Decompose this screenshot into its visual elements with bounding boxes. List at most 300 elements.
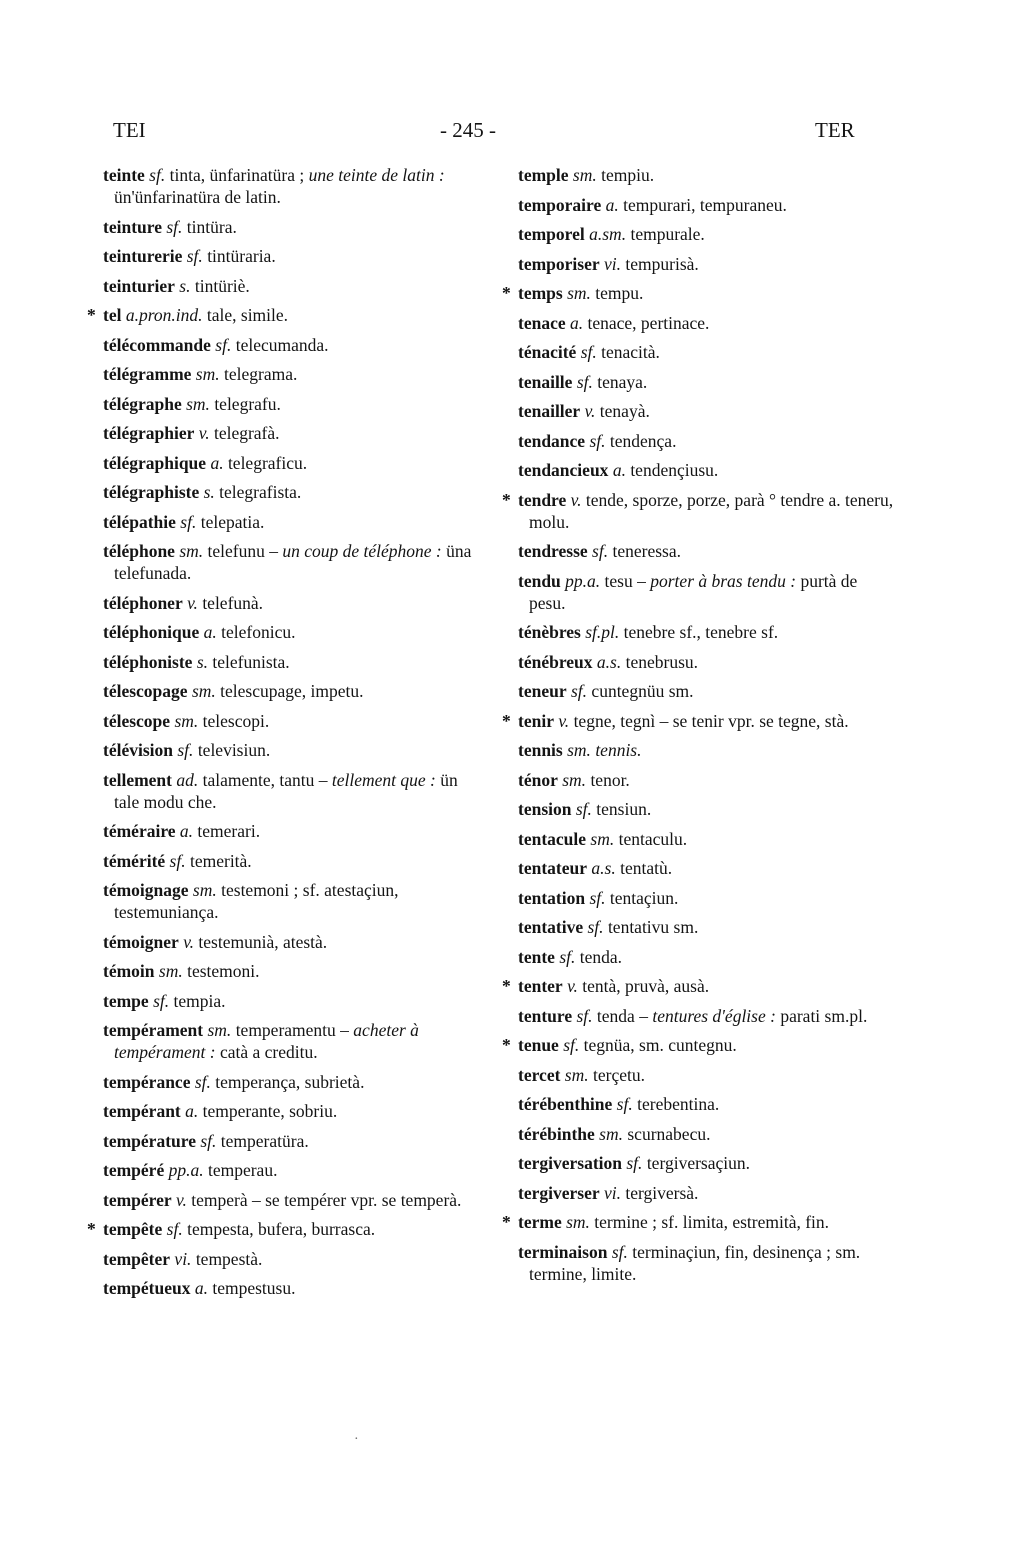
dictionary-entry: [103, 334, 483, 356]
entry-headword: tente: [518, 946, 555, 967]
entry-grammar: sf.: [570, 681, 588, 701]
entry-headword: tendre: [518, 489, 567, 510]
entry-headword: tenter: [518, 976, 563, 996]
entry-headword: tenue: [518, 1035, 559, 1055]
dictionary-entry: [103, 710, 483, 732]
entry-grammar: sm.: [195, 364, 220, 384]
entry-grammar: sf.: [589, 430, 606, 451]
entry-example: un coup de téléphone :: [282, 541, 442, 561]
entry-headword: tennis: [518, 740, 563, 760]
entry-headword: térébinthe: [518, 1123, 595, 1144]
entry-translation: telepatia.: [200, 511, 265, 532]
entry-translation: tenor.: [590, 769, 630, 790]
entry-translation: tenda –: [596, 1005, 648, 1026]
dictionary-entry: [518, 1064, 898, 1086]
dictionary-entry: [103, 621, 483, 643]
dictionary-entry: [518, 1005, 898, 1027]
dictionary-entry: [103, 363, 483, 385]
entry-headword: télescopage: [103, 681, 188, 701]
entry-grammar: a.s.: [596, 651, 622, 672]
entry-headword: tenailler: [518, 401, 581, 421]
entry-translation: temperança, subrietà.: [215, 1071, 365, 1092]
entry-grammar: sm.: [564, 1064, 589, 1085]
entry-headword: tendresse: [518, 541, 588, 561]
entry-translation: tentatù.: [620, 858, 673, 878]
entry-headword: tempêter: [103, 1248, 171, 1269]
dictionary-entry: [502, 489, 898, 533]
entry-translation: tensiun.: [596, 799, 652, 819]
entry-translation: temerità.: [189, 850, 252, 871]
entry-grammar: sf.: [194, 1071, 211, 1092]
entry-grammar: sf.: [180, 511, 197, 532]
entry-grammar: ad.: [176, 769, 199, 790]
entry-translation: terebentina.: [637, 1094, 720, 1114]
dictionary-entry: [518, 540, 898, 562]
entry-example-translation: purtà de pesu.: [529, 570, 858, 613]
entry-example: porter à bras tendu :: [650, 570, 797, 591]
entry-grammar: v.: [584, 401, 596, 421]
entry-grammar: a.: [210, 452, 224, 473]
entry-translation: televisiun.: [197, 740, 271, 760]
entry-translation: telegrafista.: [219, 482, 302, 502]
dictionary-entry: [87, 304, 483, 326]
dictionary-entry: [518, 769, 898, 791]
entry-headword: tendance: [518, 430, 586, 451]
entry-translation: tergiversà.: [625, 1182, 699, 1203]
entry-headword: teinte: [103, 165, 145, 185]
entry-grammar: sm.: [179, 541, 204, 561]
entry-headword: térébenthine: [518, 1094, 613, 1114]
entry-grammar: sf.: [576, 1005, 593, 1026]
entry-headword: temple: [518, 165, 569, 185]
dictionary-entry: [103, 1100, 483, 1122]
entry-grammar: a.: [203, 622, 217, 642]
entry-example: acheter à tempérament :: [114, 1020, 419, 1062]
entry-grammar: sf.pl.: [585, 622, 620, 642]
entry-headword: témoin: [103, 961, 155, 981]
entry-grammar: s.: [179, 275, 191, 296]
entry-headword: tentacule: [518, 828, 587, 849]
entry-grammar: sf.: [215, 334, 232, 355]
entry-grammar: vi.: [603, 1182, 621, 1203]
entry-headword: tenture: [518, 1005, 573, 1026]
dictionary-entry: [103, 820, 483, 842]
entry-translation: tempestusu.: [212, 1278, 296, 1298]
entry-translation: tenaya.: [597, 371, 648, 392]
entry-translation: tenace, pertinace.: [587, 312, 710, 333]
dictionary-entry: [518, 312, 898, 334]
entry-star: *: [87, 1219, 96, 1239]
entry-headword: tendancieux: [518, 460, 609, 480]
entry-grammar: vi.: [174, 1248, 192, 1269]
entry-grammar: a.pron.ind.: [125, 305, 203, 325]
entry-translation: temperà – se tempérer vpr. se temperà.: [191, 1189, 462, 1210]
entry-grammar: a.: [194, 1278, 208, 1298]
entry-translation: temperau.: [207, 1160, 278, 1180]
entry-grammar: sf.: [177, 740, 194, 760]
entry-grammar: v.: [570, 489, 582, 510]
entry-translation: tale, simile.: [206, 305, 289, 325]
entry-translation: tempestà.: [195, 1248, 263, 1269]
entry-example-translation: parati sm.pl.: [780, 1005, 868, 1026]
entry-example-translation: ün'ünfarinatüra de latin.: [114, 187, 281, 207]
entry-grammar: sf.: [166, 216, 183, 237]
entry-translation: teneressa.: [612, 541, 681, 561]
entry-translation: telefunista.: [212, 651, 290, 672]
entry-headword: teneur: [518, 681, 567, 701]
dictionary-entry: [103, 1019, 483, 1063]
entry-translation: termine ; sf. limita, estremità, fin.: [594, 1212, 830, 1232]
dictionary-entry: [103, 680, 483, 702]
entry-headword: tellement: [103, 769, 172, 790]
entry-headword: ténébreux: [518, 651, 593, 672]
entry-translation: tentativu sm.: [607, 917, 699, 937]
entry-grammar: v.: [558, 710, 570, 731]
entry-star: *: [502, 976, 511, 996]
entry-grammar: sm.: [590, 828, 615, 849]
entry-star: *: [87, 305, 96, 325]
entry-grammar: sm.: [572, 165, 597, 185]
entry-grammar: a.: [612, 460, 626, 480]
entry-grammar: sf.: [186, 246, 203, 266]
dictionary-entry: [518, 253, 898, 275]
dictionary-entry: [87, 1218, 483, 1240]
entry-grammar: pp.a.: [168, 1160, 204, 1180]
entry-translation: tenayà.: [599, 401, 650, 421]
dictionary-entry: [502, 1034, 898, 1056]
entry-headword: tempérer: [103, 1189, 172, 1210]
entry-grammar: sf.: [153, 990, 170, 1011]
entry-headword: tenace: [518, 312, 566, 333]
entry-translation: testemoni.: [187, 961, 260, 981]
dictionary-entry: [103, 850, 483, 872]
entry-translation: terminaçiun, fin, desinença ; sm. termine, limite.: [529, 1241, 861, 1284]
entry-headword: téléphoniste: [103, 651, 193, 672]
entry-grammar: v.: [183, 931, 195, 952]
entry-grammar: sf.: [587, 917, 604, 937]
dictionary-entry: [103, 1071, 483, 1093]
entry-example: tellement que :: [331, 769, 436, 790]
entry-grammar: sm.: [599, 1123, 623, 1144]
entry-headword: témoigner: [103, 931, 179, 952]
header-left-guideword: TEI: [113, 118, 146, 142]
entry-star: *: [502, 710, 511, 731]
dictionary-entry: [502, 710, 898, 732]
dictionary-entry: [518, 798, 898, 820]
entry-headword: terminaison: [518, 1241, 608, 1262]
entry-headword: temps: [518, 283, 563, 303]
dictionary-entry: [103, 540, 483, 584]
entry-headword: témoignage: [103, 880, 189, 900]
entry-translation: terçetu.: [593, 1064, 645, 1085]
entry-translation: tenebre sf., tenebre sf.: [623, 622, 779, 642]
entry-grammar: pp.a.: [565, 570, 601, 591]
entry-headword: tergiverser: [518, 1182, 600, 1203]
entry-translation: telegrama.: [224, 364, 298, 384]
entry-grammar: sm.: [191, 681, 216, 701]
entry-example: tennis.: [595, 740, 642, 760]
dictionary-entry: [103, 1277, 483, 1299]
dictionary-entry: [502, 975, 898, 997]
entry-grammar: a.: [570, 312, 584, 333]
entry-translation: tenacità.: [601, 342, 660, 362]
dictionary-entry: [518, 194, 898, 216]
entry-translation: tempurisà.: [625, 253, 699, 274]
entry-translation: tentà, pruvà, ausà.: [582, 976, 710, 996]
entry-translation: tinta, ünfarinatüra ;: [169, 165, 305, 185]
entry-translation: telescupage, impetu.: [220, 681, 364, 701]
footer-mark: ·: [354, 1432, 359, 1447]
dictionary-entry: [103, 960, 483, 982]
dictionary-entry: [518, 887, 898, 909]
entry-grammar: sm.: [158, 961, 183, 981]
entry-headword: télégraphique: [103, 452, 207, 473]
right-column: [502, 164, 898, 1292]
entry-translation: temperatüra.: [220, 1130, 309, 1151]
entry-grammar: s.: [196, 651, 209, 672]
entry-headword: télégraphe: [103, 393, 182, 414]
entry-grammar: a.sm.: [589, 224, 627, 244]
entry-headword: témérité: [103, 850, 166, 871]
entry-grammar: sf.: [559, 946, 576, 967]
dictionary-entry: [518, 400, 898, 422]
entry-headword: tenir: [518, 710, 554, 731]
entry-headword: tempérance: [103, 1071, 191, 1092]
dictionary-entry: [518, 341, 898, 363]
entry-grammar: v.: [198, 423, 210, 443]
dictionary-entry: [518, 680, 898, 702]
entry-headword: télépathie: [103, 511, 176, 532]
entry-star: *: [502, 489, 511, 510]
entry-translation: tesu –: [604, 570, 646, 591]
dictionary-entry: [103, 592, 483, 614]
dictionary-entry: [518, 371, 898, 393]
dictionary-entry: [103, 422, 483, 444]
entry-grammar: sf.: [575, 799, 592, 819]
entry-grammar: a.: [605, 194, 619, 215]
entry-headword: tenaille: [518, 371, 573, 392]
entry-star: *: [502, 1212, 511, 1232]
entry-grammar: sm.: [562, 769, 587, 790]
entry-headword: temporaire: [518, 194, 602, 215]
entry-translation: telegraficu.: [227, 452, 308, 473]
entry-translation: telegrafu.: [214, 393, 281, 414]
entry-translation: temperante, sobriu.: [202, 1101, 338, 1121]
dictionary-entry: [518, 1241, 898, 1285]
dictionary-entry: [103, 1159, 483, 1181]
entry-grammar: sm.: [566, 1212, 590, 1232]
entry-grammar: sm.: [186, 393, 210, 414]
entry-translation: telegrafà.: [213, 423, 280, 443]
entry-headword: télescope: [103, 710, 171, 731]
page-number: - 245 -: [440, 118, 496, 142]
entry-headword: ténèbres: [518, 622, 581, 642]
entry-headword: temporel: [518, 224, 585, 244]
entry-headword: temporiser: [518, 253, 600, 274]
entry-headword: ténor: [518, 769, 558, 790]
dictionary-entry: [518, 828, 898, 850]
entry-example-translation: üna telefunada.: [114, 541, 472, 583]
entry-headword: teinturerie: [103, 246, 183, 266]
dictionary-entry: [518, 223, 898, 245]
dictionary-entry: [502, 1211, 898, 1233]
dictionary-entry: [518, 1182, 898, 1204]
dictionary-entry: [518, 459, 898, 481]
dictionary-entry: [518, 857, 898, 879]
entry-headword: teinturier: [103, 275, 175, 296]
entry-grammar: sf.: [626, 1153, 643, 1173]
dictionary-entry: [103, 245, 483, 267]
dictionary-entry: [518, 1152, 898, 1174]
entry-translation: telecumanda.: [235, 334, 329, 355]
entry-translation: tintüriè.: [194, 275, 250, 296]
entry-translation: tentaculu.: [618, 828, 688, 849]
entry-translation: tintüra.: [186, 216, 237, 237]
entry-grammar: a.: [185, 1101, 199, 1121]
entry-headword: télégraphiste: [103, 482, 200, 502]
entry-grammar: sm.: [207, 1020, 232, 1040]
entry-grammar: v.: [176, 1189, 187, 1210]
entry-headword: tentateur: [518, 858, 588, 878]
entry-translation: telefunu –: [207, 541, 278, 561]
dictionary-entry: [103, 879, 483, 923]
entry-translation: telescopi.: [202, 710, 270, 731]
entry-headword: terme: [518, 1212, 562, 1232]
entry-grammar: v.: [187, 592, 198, 613]
entry-grammar: v.: [567, 976, 578, 996]
entry-translation: cuntegnüu sm.: [591, 681, 694, 701]
entry-translation: tegnüa, sm. cuntegnu.: [583, 1035, 737, 1055]
dictionary-entry: [103, 481, 483, 503]
entry-grammar: sm.: [567, 283, 591, 303]
entry-headword: tempête: [103, 1219, 163, 1239]
dictionary-entry: [518, 946, 898, 968]
dictionary-entry: [518, 164, 898, 186]
entry-translation: temperamentu –: [235, 1020, 349, 1040]
entry-translation: tende, sporze, porze, parà ° tendre a. teneru, molu.: [529, 489, 894, 532]
entry-headword: téléphoner: [103, 592, 183, 613]
entry-grammar: sf.: [616, 1094, 633, 1114]
entry-example-translation: catà a creditu.: [219, 1042, 318, 1062]
entry-headword: télécommande: [103, 334, 211, 355]
dictionary-entry: [103, 393, 483, 415]
dictionary-entry: [103, 164, 483, 208]
entry-translation: tempu.: [595, 283, 644, 303]
entry-example-translation: ün tale modu che.: [114, 769, 458, 812]
entry-translation: tendençiusu.: [630, 460, 719, 480]
entry-translation: telefunà.: [202, 592, 264, 613]
dictionary-entry: [518, 916, 898, 938]
entry-grammar: sf.: [166, 1219, 183, 1239]
entry-translation: tentaçiun.: [609, 887, 679, 908]
entry-headword: tentation: [518, 887, 586, 908]
entry-translation: scurnabecu.: [627, 1123, 711, 1144]
entry-headword: télévision: [103, 740, 173, 760]
dictionary-entry: [103, 452, 483, 474]
dictionary-entry: [103, 769, 483, 813]
entry-headword: téléphonique: [103, 622, 200, 642]
entry-headword: téléphone: [103, 541, 175, 561]
dictionary-entry: [103, 1189, 483, 1211]
entry-star: *: [502, 1035, 511, 1055]
entry-translation: testemunià, atestà.: [198, 931, 328, 952]
entry-example: tentures d'église :: [652, 1005, 776, 1026]
dictionary-entry: [103, 931, 483, 953]
dictionary-entry: [103, 651, 483, 673]
entry-translation: talamente, tantu –: [202, 769, 328, 790]
entry-grammar: vi.: [604, 253, 622, 274]
dictionary-entry: [518, 621, 898, 643]
entry-grammar: sm.: [174, 710, 199, 731]
header-right-guideword: TER: [815, 118, 855, 142]
dictionary-entry: [518, 1123, 898, 1145]
dictionary-entry: [103, 216, 483, 238]
entry-grammar: sm.: [567, 740, 591, 760]
entry-headword: tentative: [518, 917, 584, 937]
entry-grammar: sf.: [563, 1035, 580, 1055]
dictionary-entry: [518, 739, 898, 761]
dictionary-entry: [103, 739, 483, 761]
entry-translation: tempesta, bufera, burrasca.: [187, 1219, 376, 1239]
entry-translation: tintüraria.: [207, 246, 276, 266]
entry-translation: tempiu.: [601, 165, 655, 185]
entry-example: une teinte de latin :: [308, 165, 445, 185]
entry-grammar: sf.: [169, 850, 186, 871]
entry-grammar: sf.: [576, 371, 593, 392]
entry-grammar: sf.: [149, 165, 166, 185]
page-header: [0, 118, 1024, 148]
entry-translation: tempia.: [173, 990, 226, 1011]
entry-translation: testemoni ; sf. atestaçiun, testemuniança.: [114, 880, 399, 922]
dictionary-entry: [103, 1130, 483, 1152]
entry-grammar: sf.: [200, 1130, 217, 1151]
entry-translation: tempurale.: [630, 224, 705, 244]
entry-grammar: a.s.: [591, 858, 616, 878]
entry-headword: tendu: [518, 570, 561, 591]
dictionary-entry: [103, 275, 483, 297]
entry-headword: téméraire: [103, 821, 176, 841]
entry-headword: tel: [103, 305, 122, 325]
entry-grammar: sf.: [589, 887, 606, 908]
entry-grammar: sf.: [592, 541, 609, 561]
entry-headword: teinture: [103, 216, 162, 237]
dictionary-entry: [518, 651, 898, 673]
entry-headword: tempe: [103, 990, 149, 1011]
dictionary-entry: [103, 511, 483, 533]
dictionary-entry: [103, 1248, 483, 1270]
entry-grammar: sf.: [580, 342, 597, 362]
entry-headword: ténacité: [518, 342, 577, 362]
entry-headword: tempétueux: [103, 1278, 191, 1298]
entry-headword: tempérant: [103, 1101, 181, 1121]
entry-headword: température: [103, 1130, 196, 1151]
dictionary-entry: [518, 430, 898, 452]
entry-translation: tenebrusu.: [625, 651, 699, 672]
entry-translation: tegne, tegnì – se tenir vpr. se tegne, stà.: [573, 710, 849, 731]
entry-grammar: sm.: [192, 880, 217, 900]
entry-translation: tenda.: [579, 946, 623, 967]
entry-headword: tergiversation: [518, 1153, 622, 1173]
entry-star: *: [502, 283, 511, 303]
left-column: [87, 164, 483, 1307]
entry-grammar: a.: [179, 821, 194, 841]
dictionary-entry: [518, 1093, 898, 1115]
dictionary-entry: [518, 570, 898, 614]
entry-headword: tempéré: [103, 1160, 165, 1180]
entry-headword: tercet: [518, 1064, 561, 1085]
entry-translation: tergiversaçiun.: [646, 1153, 750, 1173]
entry-translation: temerari.: [197, 821, 261, 841]
